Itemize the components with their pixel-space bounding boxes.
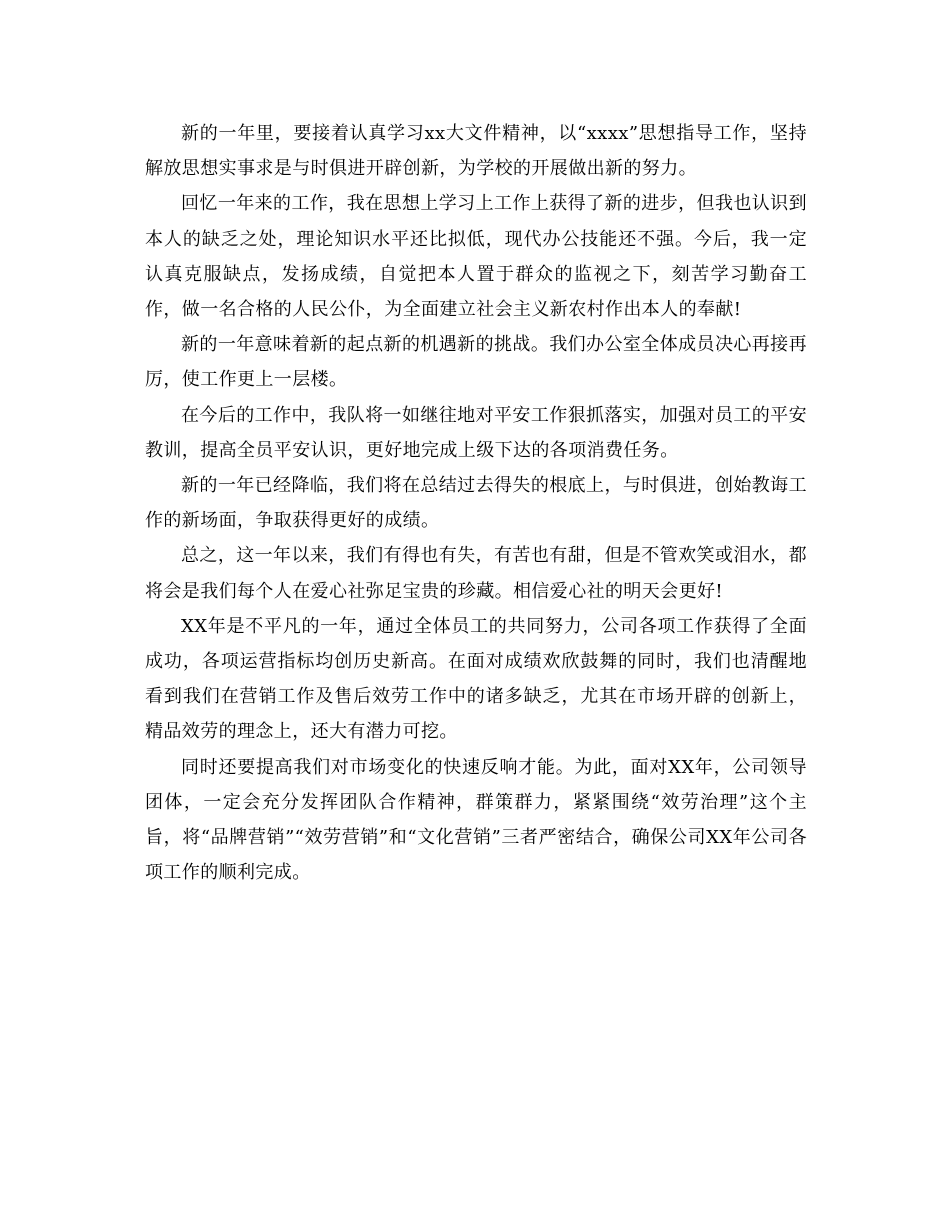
paragraph-5: 新的一年已经降临，我们将在总结过去得失的根底上，与时俱进，创始教诲工作的新场面，争取获得更好的成绩。 [145, 475, 807, 532]
paragraph-4: 在今后的工作中，我队将一如继往地对平安工作狠抓落实，加强对员工的平安教训，提高全员平安认识，更好地完成上级下达的各项消费任务。 [145, 404, 807, 461]
paragraph-1: 新的一年里，要接着认真学习xx大文件精神，以“xxxx”思想指导工作，坚持解放思想实事求是与时俱进开辟创新，为学校的开展做出新的努力。 [145, 123, 807, 180]
document-body [145, 116, 807, 890]
paragraph-8: 同时还要提高我们对市场变化的快速反响才能。为此，面对XX年，公司领导团体，一定会充分发挥团队合作精神，群策群力，紧紧围绕“效劳治理”这个主旨，将“品牌营销”“效劳营销”和“文化营销”三者严密结合，确保公司XX年公司各项工作的顺利完成。 [145, 756, 807, 884]
paragraph-3: 新的一年意味着新的起点新的机遇新的挑战。我们办公室全体成员决心再接再厉，使工作更上一层楼。 [145, 334, 807, 391]
paragraph-6: 总之，这一年以来，我们有得也有失，有苦也有甜，但是不管欢笑或泪水，都将会是我们每个人在爱心社弥足宝贵的珍藏。相信爱心社的明天会更好! [145, 545, 807, 602]
paragraph-2: 回忆一年来的工作，我在思想上学习上工作上获得了新的进步，但我也认识到本人的缺乏之处，理论知识水平还比拟低，现代办公技能还不强。今后，我一定认真克服缺点，发扬成绩，自觉把本人置于群众的监视之下，刻苦学习勤奋工作，做一名合格的人民公仆，为全面建立社会主义新农村作出本人的奉献! [145, 193, 807, 321]
paragraph-7: XX年是不平凡的一年，通过全体员工的共同努力，公司各项工作获得了全面成功，各项运营指标均创历史新高。在面对成绩欢欣鼓舞的同时，我们也清醒地看到我们在营销工作及售后效劳工作中的诸多缺乏，尤其在市场开辟的创新上，精品效劳的理念上，还大有潜力可挖。 [145, 615, 807, 743]
